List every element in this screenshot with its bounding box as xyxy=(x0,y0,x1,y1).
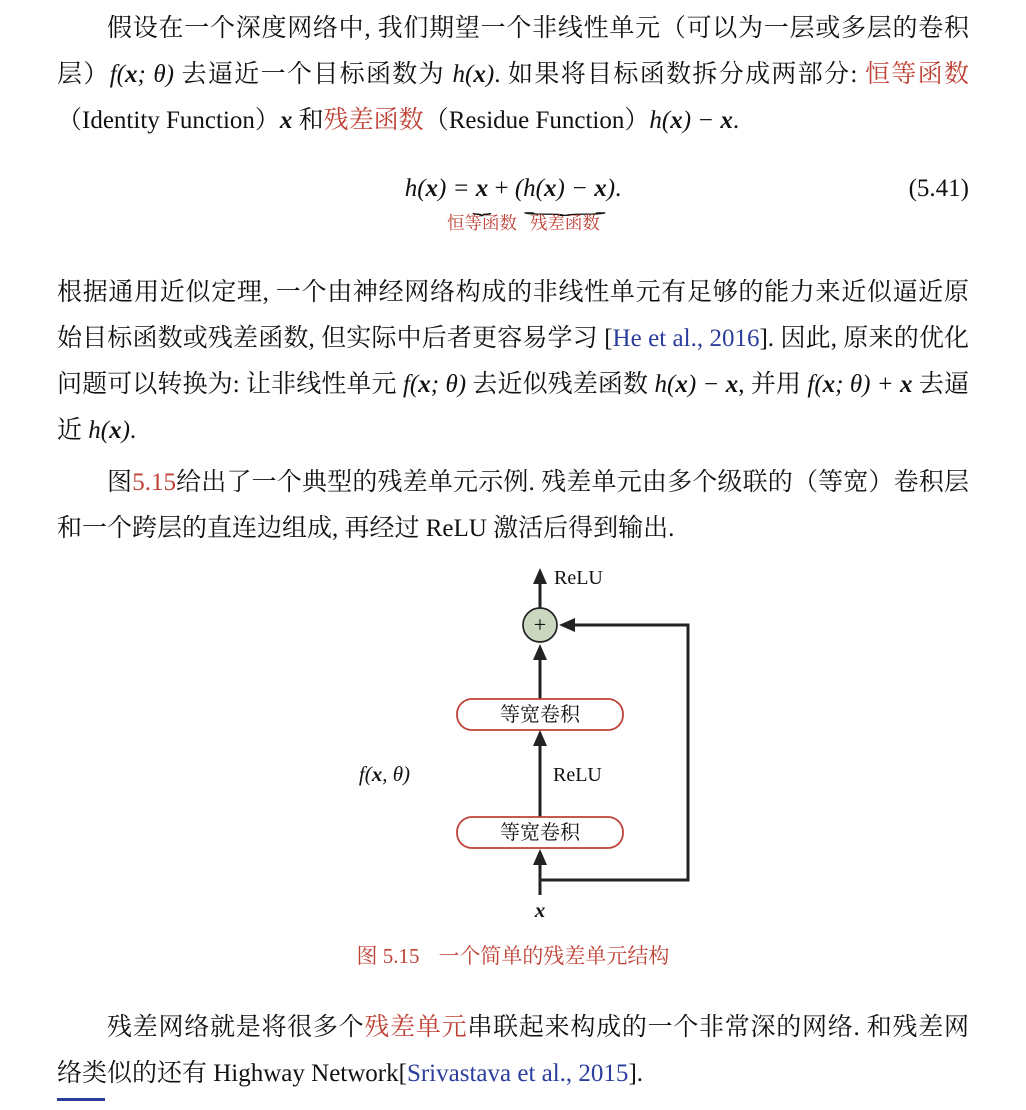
identity-term-label: 恒等函数 xyxy=(446,213,517,233)
conv-box-bottom-label: 等宽卷积 xyxy=(500,822,580,844)
text-segment: 残差网络就是将很多个 xyxy=(107,1014,365,1042)
text-segment: 去近似残差函数 xyxy=(466,371,655,398)
identity-term xyxy=(446,166,517,233)
math-inline: ; θ) + xyxy=(835,371,901,398)
text-segment: ]. xyxy=(628,1060,644,1088)
math-vector: x xyxy=(822,371,836,398)
math-inline: ) xyxy=(485,61,495,88)
cutoff-blue-line xyxy=(57,1098,105,1101)
conv-box-top-label: 等宽卷积 xyxy=(500,704,580,726)
text-segment: 去逼近 xyxy=(57,371,969,444)
text-segment: , 并用 xyxy=(738,371,808,398)
text-segment: + xyxy=(488,175,515,202)
math-inline: ) xyxy=(121,417,130,444)
math-vector: x xyxy=(900,371,913,398)
text-segment: 给出了一个典型的残差单元示例. 残差单元由多个级联的（等宽）卷积层和一个跨层的直连边组成, 再经过 ReLU 激活后得到输出. xyxy=(57,469,969,542)
equation-5-41 xyxy=(57,162,969,270)
term-highlight: 残差单元 xyxy=(364,1014,468,1042)
text-segment: . xyxy=(129,417,137,444)
equation-math xyxy=(404,175,622,233)
math-inline: ; θ) xyxy=(137,61,174,88)
arrowhead-up-icon xyxy=(533,568,547,584)
math-inline: h( xyxy=(654,371,676,398)
figure-caption-title: 一个简单的残差单元结构 xyxy=(438,944,670,968)
text-segment: 串联起来构成的一个非常深的网络. 和残差网络类似的还有 Highway Network[ xyxy=(57,1014,969,1088)
math-vector: x xyxy=(279,107,293,134)
text-segment: 去逼近一个目标函数为 xyxy=(174,61,453,88)
arrowhead-up-icon xyxy=(533,730,547,746)
math-inline: f( xyxy=(807,371,823,398)
residue-term xyxy=(514,166,616,233)
text-segment: 和 xyxy=(292,107,324,134)
math-vector: x xyxy=(544,175,557,202)
relu-output-label: ReLU xyxy=(554,567,603,589)
text-segment: . xyxy=(732,107,740,134)
equation-number: (5.41) xyxy=(908,175,969,202)
equation-plus xyxy=(488,175,515,202)
math-inline: h( xyxy=(88,417,110,444)
residual-function-label: f(x, θ) xyxy=(358,762,410,786)
math-vector: x xyxy=(720,107,733,134)
figure-caption-index: 图 5.15 xyxy=(356,944,420,968)
math-inline: (h( xyxy=(514,175,544,202)
paragraph-intro xyxy=(57,6,969,144)
residual-unit-figure xyxy=(57,562,969,971)
text-segment: 根据通用近似定理, 一个由神经网络构成的非线性单元有足够的能力来近似逼近原始目标函数或残差函数, 但实际中后者更容易学习 [ xyxy=(57,279,969,352)
arrowhead-up-icon xyxy=(533,849,547,865)
plus-node-label: + xyxy=(533,612,547,637)
paragraph-approximation xyxy=(57,270,969,454)
relu-mid-label: ReLU xyxy=(553,764,602,786)
figure-caption xyxy=(57,942,969,971)
residue-term-label: 残差函数 xyxy=(529,213,600,233)
arrowhead-left-icon xyxy=(559,618,575,632)
math-inline: ) − xyxy=(687,371,726,398)
equation-lhs xyxy=(405,175,476,202)
text-segment: （Identity Function） xyxy=(57,107,280,134)
math-inline: h( xyxy=(404,175,426,202)
math-vector: x xyxy=(473,61,486,88)
text-segment: 图 xyxy=(107,469,133,496)
equation-period xyxy=(615,175,621,202)
math-vector: x xyxy=(670,107,683,134)
input-label: x xyxy=(534,898,546,922)
paragraph-resnet xyxy=(57,1005,969,1097)
math-vector: x xyxy=(675,371,688,398)
math-vector: x xyxy=(425,175,439,202)
term-highlight: 恒等函数 xyxy=(864,61,969,88)
math-vector: x xyxy=(594,175,607,202)
math-inline: ; θ) xyxy=(430,371,467,398)
math-inline: ) = xyxy=(438,175,476,202)
math-vector: x xyxy=(124,61,138,88)
math-vector: x xyxy=(475,175,489,202)
math-vector: x xyxy=(418,371,431,398)
math-vector: x xyxy=(109,417,122,444)
math-inline: f( xyxy=(402,371,419,398)
paragraph-figure-intro xyxy=(57,460,969,552)
arrowhead-up-icon xyxy=(533,644,547,660)
math-vector: x xyxy=(725,371,739,398)
citation-link[interactable]: He et al., 2016 xyxy=(612,325,760,352)
math-inline: h( xyxy=(452,61,474,88)
math-inline: f( xyxy=(109,61,125,88)
text-segment: （Residue Function） xyxy=(423,107,650,134)
text-segment: ]. 因此, 原来的优化问题可以转换为: 让非线性单元 xyxy=(57,325,970,398)
math-inline: h( xyxy=(649,107,671,134)
text-segment: 假设在一个深度网络中, 我们期望一个非线性单元（可以为一层或多层的卷积层） xyxy=(57,15,969,88)
citation-link[interactable]: Srivastava et al., 2015 xyxy=(406,1060,629,1088)
text-segment: . 如果将目标函数拆分成两部分: xyxy=(494,61,865,88)
text-segment: . xyxy=(615,175,622,202)
math-inline: ) − xyxy=(556,175,595,202)
residual-unit-diagram xyxy=(57,562,969,934)
math-inline: ) − xyxy=(682,107,721,134)
term-highlight: 残差函数 xyxy=(323,107,424,134)
math-inline: ) xyxy=(606,175,616,202)
figure-ref-link[interactable]: 5.15 xyxy=(132,469,176,496)
